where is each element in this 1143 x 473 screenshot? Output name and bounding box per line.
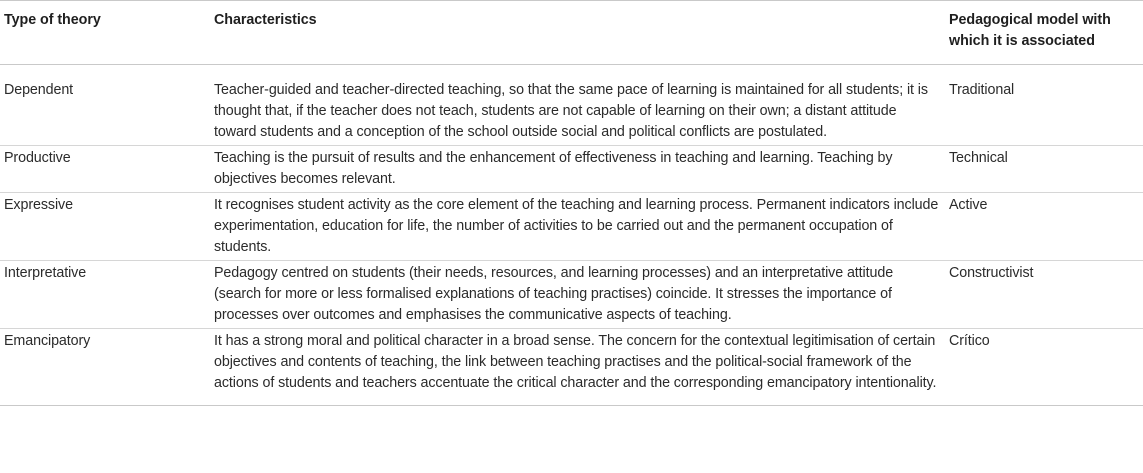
cell-type: Expressive (4, 197, 73, 213)
table-row (0, 329, 1143, 406)
cell-characteristics: Teaching is the pursuit of results and the enhancement of effectiveness in teaching and learning. Teaching by objectives becomes relevant. (214, 150, 893, 187)
table-header (0, 1, 1143, 65)
header-type-of-theory: Type of theory (4, 12, 101, 28)
header-characteristics: Characteristics (214, 12, 317, 28)
table-row (0, 261, 1143, 329)
cell-model: Technical (949, 150, 1008, 166)
cell-model: Constructivist (949, 265, 1034, 281)
cell-type: Emancipatory (4, 333, 91, 349)
cell-type: Interpretative (4, 265, 87, 281)
cell-characteristics: It recognises student activity as the core element of the teaching and learning process. Permanent indicators include experimentation, education for life, the number of activities to be carried out and the permanent occupation of students. (214, 197, 939, 255)
header-row (0, 1, 1143, 65)
cell-type: Productive (4, 150, 71, 166)
header-pedagogical-model: Pedagogical model with which it is associated (949, 12, 1111, 49)
cell-model: Crítico (949, 333, 990, 349)
cell-model: Active (949, 197, 988, 213)
cell-type: Dependent (4, 82, 74, 98)
cell-characteristics: Pedagogy centred on students (their needs, resources, and learning processes) and an interpretative attitude (search for more or less formalised explanations of teaching practises) coincide. It stresses the importance of processes over outcomes and emphasises the communicative aspects of teaching. (214, 265, 894, 323)
cell-characteristics: It has a strong moral and political character in a broad sense. The concern for the contextual legitimisation of certain objectives and contents of teaching, the link between teaching practises and the political-social framework of the actions of students and teachers accentuate the critical character and the corresponding emancipatory intentionality. (214, 333, 937, 391)
cell-characteristics: Teacher-guided and teacher-directed teaching, so that the same pace of learning is maintained for all students; it is thought that, if the teacher does not teach, students are not capable of learning on their own; a distant attitude toward students and a conception of the school outside social and political conflicts are postulated. (214, 82, 928, 140)
table-row (0, 146, 1143, 193)
table-row (0, 193, 1143, 261)
table-row (0, 65, 1143, 146)
table-body (0, 65, 1143, 406)
cell-model: Traditional (949, 82, 1015, 98)
